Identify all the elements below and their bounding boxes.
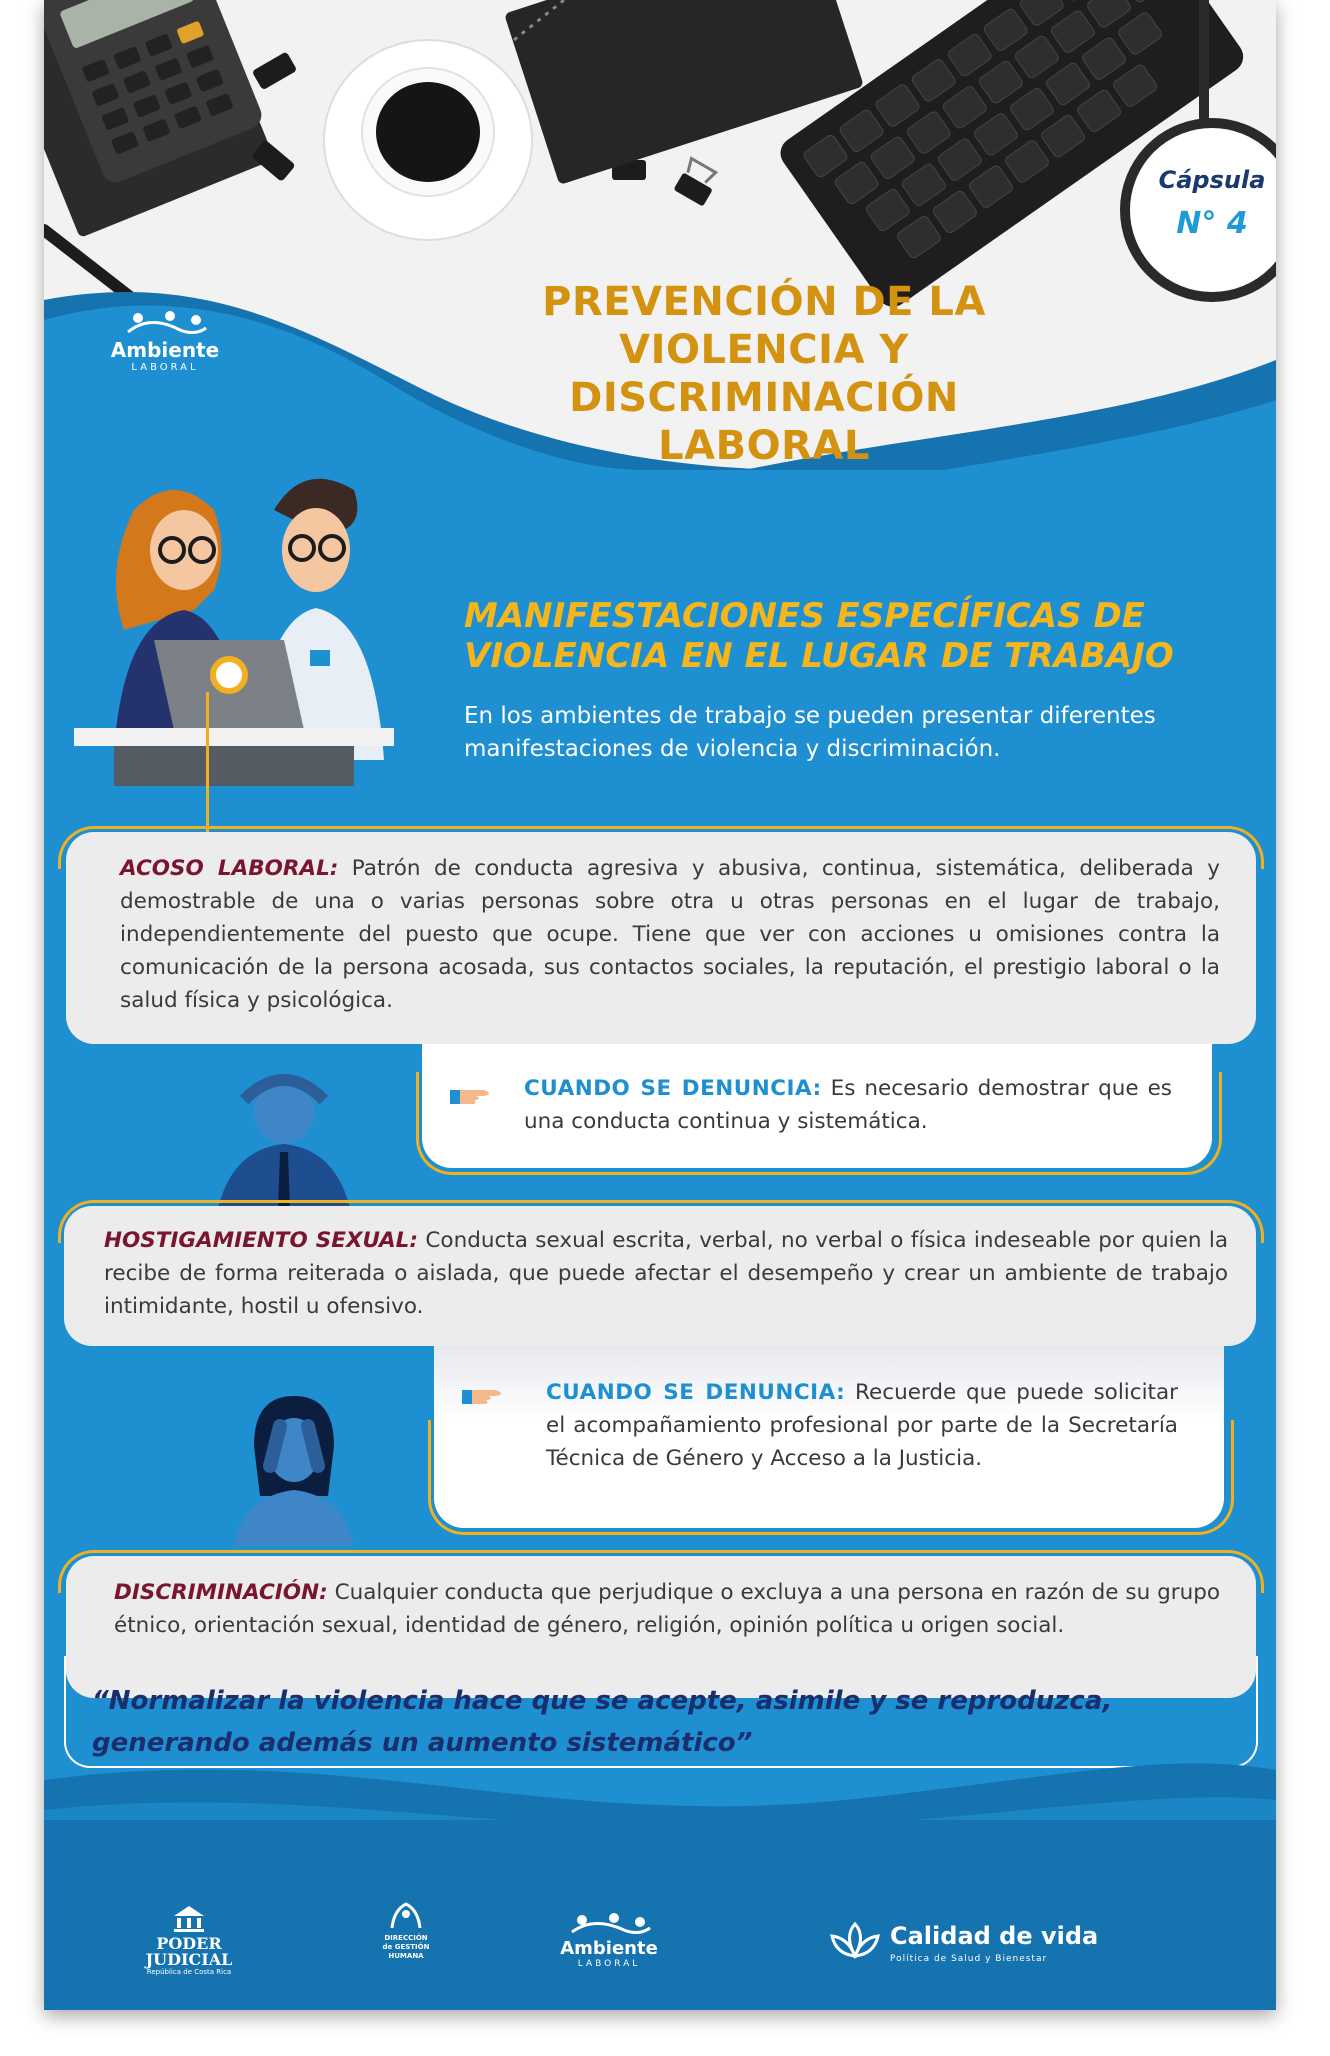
denuncia-acoso-box <box>422 1044 1212 1168</box>
hostigamiento-text: Conducta sexual escrita, verbal, no verbal o física indeseable por quien la recibe de forma reiterada o aislada, que puede afectar el desempeño y crear un ambiente de trabajo intimidante, hostil u ofensivo. <box>104 1228 1229 1319</box>
title-line-1: PREVENCIÓN DE LA <box>542 279 986 325</box>
dir-line-2: de GESTIÓN <box>382 1943 430 1951</box>
footer-amb-name: Ambiente <box>560 1938 658 1959</box>
logo-sub: LABORAL <box>131 362 199 373</box>
acoso-text: Patrón de conducta agresiva y abusiva, continua, sistemática, deliberada y demostrable de una o varias personas sobre otra u otras personas en el lugar de trabajo, independientemente del puesto que ocupe. Tiene que ver con acciones u omisiones contra la comunicación de la persona acosada, sus contactos sociales, la reputación, el prestigio laboral o la salud física y psicológica. <box>120 856 1220 1013</box>
hands-icon <box>386 1900 426 1930</box>
poder-sub: República de Costa Rica <box>146 1968 232 1976</box>
building-icon <box>174 1906 204 1932</box>
poder-line-2: JUDICIAL <box>145 1950 233 1969</box>
section-title-line-1: MANIFESTACIONES ESPECÍFICAS DE <box>464 596 1145 636</box>
poder-line-1: PODER <box>156 1934 222 1953</box>
discriminacion-term: DISCRIMINACIÓN: <box>114 1580 328 1605</box>
calidad-sub: Política de Salud y Bienestar <box>890 1954 1048 1964</box>
ambiente-laboral-logo <box>100 310 230 373</box>
lotus-icon <box>828 1920 882 1960</box>
footer <box>44 1820 1276 2010</box>
discriminacion-text: Cualquier conducta que perjudique o excluya a una persona en razón de su grupo étnico, orientación sexual, identidad de género, religión, opinión política u origen social. <box>114 1580 1220 1638</box>
capsule-label: Cápsula <box>1158 166 1266 194</box>
denuncia-hostigamiento-term: CUANDO SE DENUNCIA: <box>546 1380 846 1405</box>
hostigamiento-term: HOSTIGAMIENTO SEXUAL: <box>104 1228 418 1253</box>
logo-name: Ambiente <box>110 338 220 362</box>
quote-line-1: “Normalizar la violencia hace que se acepte, asimile y se reproduzca, <box>92 1686 1113 1716</box>
page-title <box>484 278 1044 470</box>
title-line-3: LABORAL <box>658 423 870 469</box>
section-title <box>464 596 1264 676</box>
title-line-2: VIOLENCIA Y DISCRIMINACIÓN <box>569 327 959 421</box>
section-title-line-2: VIOLENCIA EN EL LUGAR DE TRABAJO <box>464 636 1174 676</box>
acoso-term: ACOSO LABORAL: <box>120 856 339 881</box>
capsule-number: N° 4 <box>1176 206 1248 241</box>
denuncia-acoso-text: Es necesario demostrar que es una conducta continua y sistemática. <box>524 1076 1172 1134</box>
card-hostigamiento-sexual <box>64 1206 1256 1346</box>
card-acoso-laboral <box>66 832 1256 1044</box>
section-intro: En los ambientes de trabajo se pueden presentar diferentes manifestaciones de violencia y discriminación. <box>464 703 1156 762</box>
connector-line <box>206 692 209 832</box>
direccion-gestion-humana-logo <box>366 1900 446 1961</box>
footer-amb-sub: LABORAL <box>577 1959 641 1969</box>
denuncia-hostigamiento-text: Recuerde que puede solicitar el acompañamiento profesional por parte de la Secretaría Técnica de Género y Acceso a la Justicia. <box>546 1380 1179 1471</box>
quote-line-2: generando además un aumento sistemático” <box>92 1728 753 1758</box>
poster <box>44 0 1276 2010</box>
people-logo-icon <box>120 310 210 334</box>
dir-line-1: DIRECCIÓN <box>384 1934 428 1942</box>
poder-judicial-logo <box>134 1906 244 1976</box>
dir-line-3: HUMANA <box>388 1952 424 1960</box>
calidad-name: Calidad de vida <box>890 1922 1099 1950</box>
pointing-hand-icon <box>462 1384 506 1406</box>
coworkers-illustration <box>64 450 404 790</box>
distressed-woman-illustration <box>224 1386 364 1546</box>
footer-ambiente-laboral-logo <box>544 1912 674 1969</box>
pointing-hand-icon <box>450 1084 494 1106</box>
denuncia-hostigamiento-box <box>434 1346 1224 1528</box>
denuncia-acoso-term: CUANDO SE DENUNCIA: <box>524 1076 822 1101</box>
people-logo-icon <box>564 1912 654 1934</box>
